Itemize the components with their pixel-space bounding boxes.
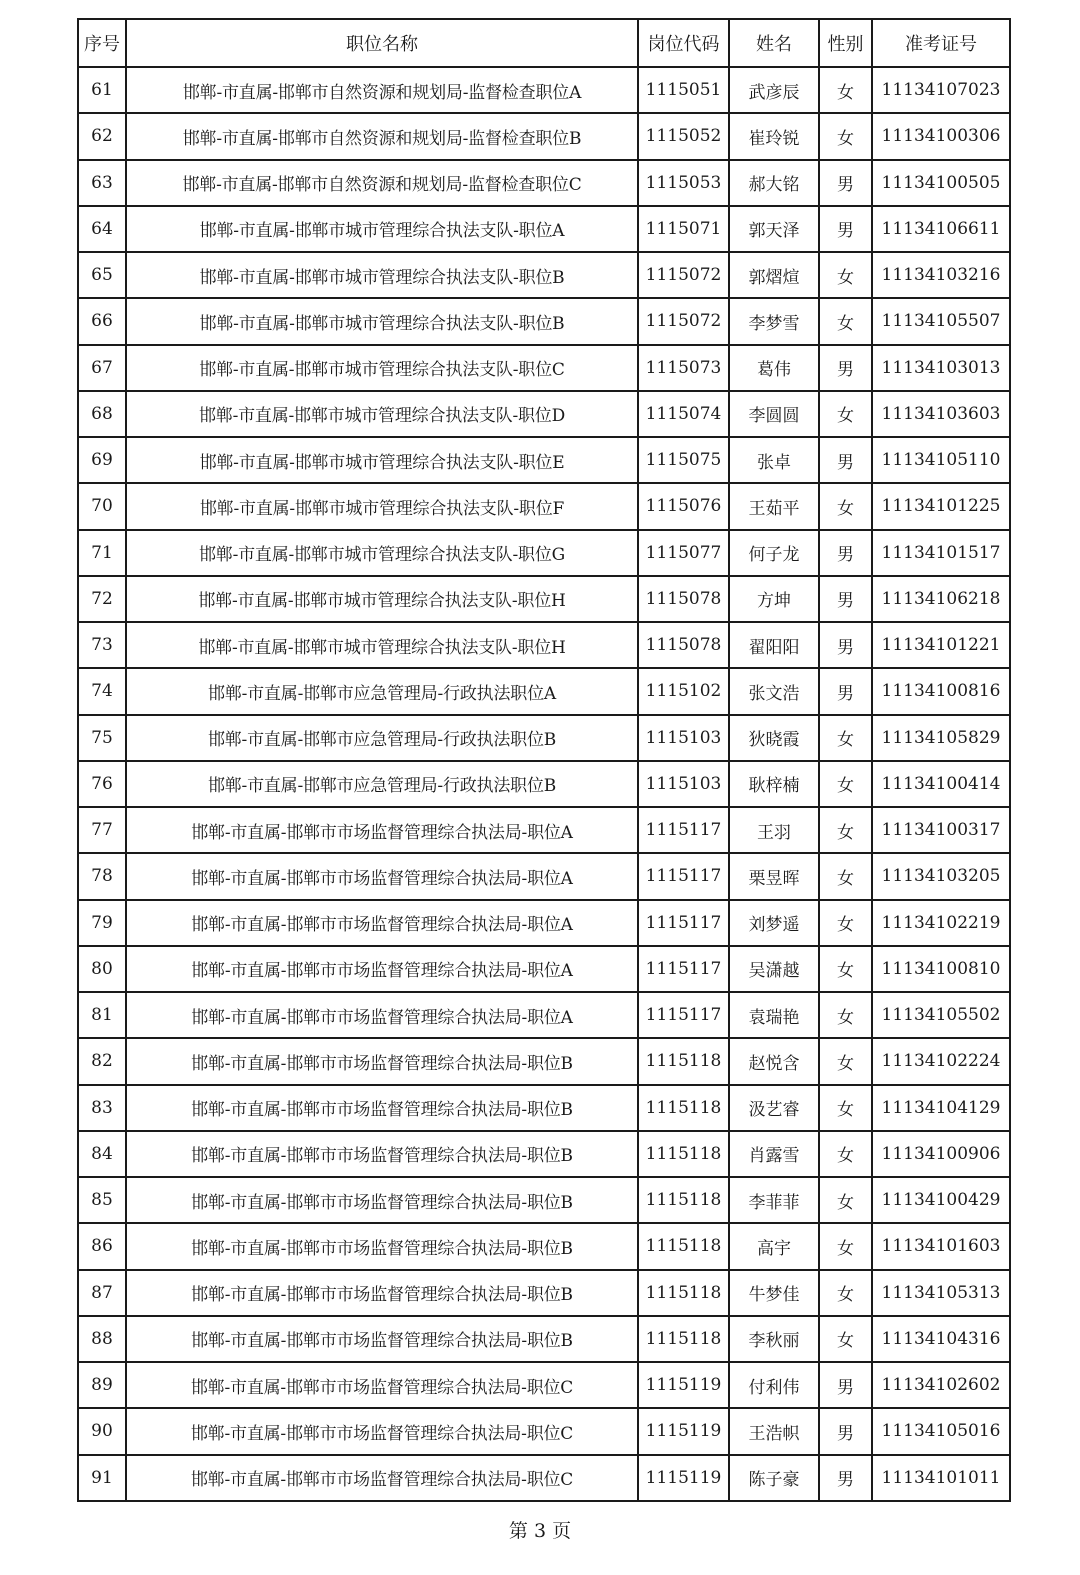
table-row	[78, 1177, 1010, 1223]
header-gender: 性别	[819, 19, 872, 67]
gender-cell: 男	[819, 622, 872, 668]
position-title-cell: 邯郸-市直属-邯郸市城市管理综合执法支队-职位B	[126, 252, 638, 298]
table-row	[78, 1085, 1010, 1131]
serial-number-cell: 72	[78, 576, 126, 622]
position-code-cell: 1115075	[638, 437, 729, 483]
position-title-cell: 邯郸-市直属-邯郸市城市管理综合执法支队-职位B	[126, 298, 638, 344]
name-cell: 郝大铭	[729, 160, 819, 206]
serial-number-cell: 85	[78, 1177, 126, 1223]
name-cell: 武彦辰	[729, 67, 819, 113]
admission-ticket-cell: 11134101225	[872, 483, 1010, 529]
admission-ticket-cell: 11134101603	[872, 1223, 1010, 1269]
position-code-cell: 1115117	[638, 853, 729, 899]
admission-ticket-cell: 11134101517	[872, 530, 1010, 576]
name-cell: 刘梦遥	[729, 900, 819, 946]
name-cell: 张文浩	[729, 668, 819, 714]
gender-cell: 女	[819, 67, 872, 113]
position-code-cell: 1115119	[638, 1408, 729, 1454]
serial-number-cell: 80	[78, 946, 126, 992]
gender-cell: 男	[819, 1408, 872, 1454]
name-cell: 王茹平	[729, 483, 819, 529]
position-code-cell: 1115118	[638, 1131, 729, 1177]
position-code-cell: 1115103	[638, 715, 729, 761]
gender-cell: 女	[819, 946, 872, 992]
serial-number-cell: 74	[78, 668, 126, 714]
gender-cell: 女	[819, 1177, 872, 1223]
position-code-cell: 1115117	[638, 946, 729, 992]
serial-number-cell: 69	[78, 437, 126, 483]
admission-ticket-cell: 11134103603	[872, 391, 1010, 437]
position-code-cell: 1115072	[638, 252, 729, 298]
name-cell: 崔玲锐	[729, 113, 819, 159]
position-code-cell: 1115073	[638, 345, 729, 391]
name-cell: 李梦雪	[729, 298, 819, 344]
gender-cell: 女	[819, 992, 872, 1038]
gender-cell: 男	[819, 206, 872, 252]
name-cell: 汲艺睿	[729, 1085, 819, 1131]
candidate-table	[77, 18, 1011, 1502]
position-title-cell: 邯郸-市直属-邯郸市市场监督管理综合执法局-职位C	[126, 1362, 638, 1408]
serial-number-cell: 65	[78, 252, 126, 298]
position-title-cell: 邯郸-市直属-邯郸市市场监督管理综合执法局-职位B	[126, 1131, 638, 1177]
position-title-cell: 邯郸-市直属-邯郸市城市管理综合执法支队-职位H	[126, 622, 638, 668]
admission-ticket-cell: 11134100317	[872, 807, 1010, 853]
position-title-cell: 邯郸-市直属-邯郸市应急管理局-行政执法职位A	[126, 668, 638, 714]
position-code-cell: 1115119	[638, 1362, 729, 1408]
position-code-cell: 1115117	[638, 900, 729, 946]
gender-cell: 女	[819, 1270, 872, 1316]
table-row	[78, 576, 1010, 622]
admission-ticket-cell: 11134101221	[872, 622, 1010, 668]
table-row	[78, 761, 1010, 807]
table-row	[78, 160, 1010, 206]
position-title-cell: 邯郸-市直属-邯郸市市场监督管理综合执法局-职位B	[126, 1085, 638, 1131]
position-title-cell: 邯郸-市直属-邯郸市市场监督管理综合执法局-职位A	[126, 900, 638, 946]
name-cell: 张卓	[729, 437, 819, 483]
header-position-code: 岗位代码	[638, 19, 729, 67]
position-title-cell: 邯郸-市直属-邯郸市市场监督管理综合执法局-职位C	[126, 1408, 638, 1454]
admission-ticket-cell: 11134100414	[872, 761, 1010, 807]
table-row	[78, 1316, 1010, 1362]
serial-number-cell: 64	[78, 206, 126, 252]
gender-cell: 女	[819, 1131, 872, 1177]
serial-number-cell: 62	[78, 113, 126, 159]
table-row	[78, 807, 1010, 853]
gender-cell: 女	[819, 1316, 872, 1362]
position-code-cell: 1115077	[638, 530, 729, 576]
admission-ticket-cell: 11134103205	[872, 853, 1010, 899]
name-cell: 李圆圆	[729, 391, 819, 437]
position-title-cell: 邯郸-市直属-邯郸市市场监督管理综合执法局-职位B	[126, 1177, 638, 1223]
name-cell: 赵悦含	[729, 1038, 819, 1084]
name-cell: 耿梓楠	[729, 761, 819, 807]
admission-ticket-cell: 11134103013	[872, 345, 1010, 391]
position-title-cell: 邯郸-市直属-邯郸市自然资源和规划局-监督检查职位B	[126, 113, 638, 159]
position-title-cell: 邯郸-市直属-邯郸市市场监督管理综合执法局-职位C	[126, 1455, 638, 1501]
admission-ticket-cell: 11134100816	[872, 668, 1010, 714]
position-title-cell: 邯郸-市直属-邯郸市市场监督管理综合执法局-职位B	[126, 1223, 638, 1269]
serial-number-cell: 89	[78, 1362, 126, 1408]
name-cell: 郭天泽	[729, 206, 819, 252]
position-code-cell: 1115102	[638, 668, 729, 714]
gender-cell: 女	[819, 1223, 872, 1269]
gender-cell: 女	[819, 900, 872, 946]
table-row	[78, 715, 1010, 761]
admission-ticket-cell: 11134106218	[872, 576, 1010, 622]
gender-cell: 男	[819, 160, 872, 206]
position-title-cell: 邯郸-市直属-邯郸市应急管理局-行政执法职位B	[126, 761, 638, 807]
serial-number-cell: 73	[78, 622, 126, 668]
table-row	[78, 483, 1010, 529]
position-code-cell: 1115072	[638, 298, 729, 344]
page-number: 第 3 页	[508, 1520, 572, 1542]
table-row	[78, 1223, 1010, 1269]
admission-ticket-cell: 11134100429	[872, 1177, 1010, 1223]
position-title-cell: 邯郸-市直属-邯郸市城市管理综合执法支队-职位A	[126, 206, 638, 252]
position-code-cell: 1115118	[638, 1316, 729, 1362]
name-cell: 郭熠煊	[729, 252, 819, 298]
name-cell: 高宇	[729, 1223, 819, 1269]
table-row	[78, 206, 1010, 252]
table-row	[78, 853, 1010, 899]
table-body	[78, 67, 1010, 1501]
name-cell: 何子龙	[729, 530, 819, 576]
position-code-cell: 1115074	[638, 391, 729, 437]
serial-number-cell: 70	[78, 483, 126, 529]
table-row	[78, 1455, 1010, 1501]
header-name: 姓名	[729, 19, 819, 67]
position-code-cell: 1115103	[638, 761, 729, 807]
position-title-cell: 邯郸-市直属-邯郸市市场监督管理综合执法局-职位A	[126, 807, 638, 853]
name-cell: 袁瑞艳	[729, 992, 819, 1038]
position-title-cell: 邯郸-市直属-邯郸市城市管理综合执法支队-职位D	[126, 391, 638, 437]
admission-ticket-cell: 11134105829	[872, 715, 1010, 761]
position-title-cell: 邯郸-市直属-邯郸市城市管理综合执法支队-职位H	[126, 576, 638, 622]
gender-cell: 女	[819, 298, 872, 344]
position-title-cell: 邯郸-市直属-邯郸市市场监督管理综合执法局-职位B	[126, 1270, 638, 1316]
position-title-cell: 邯郸-市直属-邯郸市市场监督管理综合执法局-职位A	[126, 992, 638, 1038]
position-code-cell: 1115117	[638, 807, 729, 853]
table-header-row	[78, 19, 1010, 67]
position-title-cell: 邯郸-市直属-邯郸市自然资源和规划局-监督检查职位A	[126, 67, 638, 113]
serial-number-cell: 87	[78, 1270, 126, 1316]
gender-cell: 男	[819, 1455, 872, 1501]
name-cell: 牛梦佳	[729, 1270, 819, 1316]
admission-ticket-cell: 11134104129	[872, 1085, 1010, 1131]
position-code-cell: 1115052	[638, 113, 729, 159]
gender-cell: 女	[819, 853, 872, 899]
position-code-cell: 1115076	[638, 483, 729, 529]
position-code-cell: 1115118	[638, 1038, 729, 1084]
gender-cell: 女	[819, 715, 872, 761]
gender-cell: 男	[819, 1362, 872, 1408]
admission-ticket-cell: 11134101011	[872, 1455, 1010, 1501]
position-code-cell: 1115118	[638, 1085, 729, 1131]
serial-number-cell: 77	[78, 807, 126, 853]
gender-cell: 女	[819, 761, 872, 807]
table-row	[78, 345, 1010, 391]
position-code-cell: 1115118	[638, 1270, 729, 1316]
admission-ticket-cell: 11134105502	[872, 992, 1010, 1038]
gender-cell: 男	[819, 668, 872, 714]
serial-number-cell: 82	[78, 1038, 126, 1084]
position-title-cell: 邯郸-市直属-邯郸市城市管理综合执法支队-职位E	[126, 437, 638, 483]
table-row	[78, 1362, 1010, 1408]
gender-cell: 女	[819, 483, 872, 529]
position-title-cell: 邯郸-市直属-邯郸市市场监督管理综合执法局-职位B	[126, 1038, 638, 1084]
name-cell: 吴潇越	[729, 946, 819, 992]
gender-cell: 女	[819, 252, 872, 298]
admission-ticket-cell: 11134105313	[872, 1270, 1010, 1316]
position-code-cell: 1115051	[638, 67, 729, 113]
serial-number-cell: 76	[78, 761, 126, 807]
name-cell: 陈子豪	[729, 1455, 819, 1501]
admission-ticket-cell: 11134105016	[872, 1408, 1010, 1454]
serial-number-cell: 90	[78, 1408, 126, 1454]
gender-cell: 男	[819, 530, 872, 576]
table-row	[78, 1408, 1010, 1454]
serial-number-cell: 63	[78, 160, 126, 206]
table-row	[78, 622, 1010, 668]
table-row	[78, 900, 1010, 946]
position-title-cell: 邯郸-市直属-邯郸市城市管理综合执法支队-职位C	[126, 345, 638, 391]
serial-number-cell: 78	[78, 853, 126, 899]
table-row	[78, 530, 1010, 576]
admission-ticket-cell: 11134102224	[872, 1038, 1010, 1084]
position-code-cell: 1115118	[638, 1177, 729, 1223]
table-row	[78, 668, 1010, 714]
table-row	[78, 113, 1010, 159]
gender-cell: 男	[819, 437, 872, 483]
position-title-cell: 邯郸-市直属-邯郸市应急管理局-行政执法职位B	[126, 715, 638, 761]
gender-cell: 女	[819, 1038, 872, 1084]
admission-ticket-cell: 11134102219	[872, 900, 1010, 946]
name-cell: 翟阳阳	[729, 622, 819, 668]
name-cell: 付利伟	[729, 1362, 819, 1408]
position-title-cell: 邯郸-市直属-邯郸市市场监督管理综合执法局-职位B	[126, 1316, 638, 1362]
header-admission-ticket: 准考证号	[872, 19, 1010, 67]
position-code-cell: 1115078	[638, 622, 729, 668]
serial-number-cell: 88	[78, 1316, 126, 1362]
position-code-cell: 1115118	[638, 1223, 729, 1269]
serial-number-cell: 71	[78, 530, 126, 576]
serial-number-cell: 84	[78, 1131, 126, 1177]
admission-ticket-cell: 11134104316	[872, 1316, 1010, 1362]
serial-number-cell: 66	[78, 298, 126, 344]
serial-number-cell: 81	[78, 992, 126, 1038]
table-row	[78, 946, 1010, 992]
table-row	[78, 992, 1010, 1038]
name-cell: 李秋丽	[729, 1316, 819, 1362]
position-title-cell: 邯郸-市直属-邯郸市自然资源和规划局-监督检查职位C	[126, 160, 638, 206]
admission-ticket-cell: 11134100810	[872, 946, 1010, 992]
table-row	[78, 298, 1010, 344]
admission-ticket-cell: 11134100505	[872, 160, 1010, 206]
table-row	[78, 67, 1010, 113]
position-title-cell: 邯郸-市直属-邯郸市城市管理综合执法支队-职位G	[126, 530, 638, 576]
admission-ticket-cell: 11134100906	[872, 1131, 1010, 1177]
admission-ticket-cell: 11134102602	[872, 1362, 1010, 1408]
position-code-cell: 1115071	[638, 206, 729, 252]
admission-ticket-cell: 11134105507	[872, 298, 1010, 344]
position-code-cell: 1115119	[638, 1455, 729, 1501]
position-title-cell: 邯郸-市直属-邯郸市市场监督管理综合执法局-职位A	[126, 853, 638, 899]
serial-number-cell: 61	[78, 67, 126, 113]
gender-cell: 女	[819, 807, 872, 853]
position-code-cell: 1115053	[638, 160, 729, 206]
table-row	[78, 1270, 1010, 1316]
position-title-cell: 邯郸-市直属-邯郸市城市管理综合执法支队-职位F	[126, 483, 638, 529]
gender-cell: 女	[819, 1085, 872, 1131]
admission-ticket-cell: 11134103216	[872, 252, 1010, 298]
position-title-cell: 邯郸-市直属-邯郸市市场监督管理综合执法局-职位A	[126, 946, 638, 992]
name-cell: 李菲菲	[729, 1177, 819, 1223]
table-row	[78, 252, 1010, 298]
serial-number-cell: 83	[78, 1085, 126, 1131]
name-cell: 狄晓霞	[729, 715, 819, 761]
serial-number-cell: 68	[78, 391, 126, 437]
gender-cell: 女	[819, 391, 872, 437]
gender-cell: 男	[819, 345, 872, 391]
position-code-cell: 1115117	[638, 992, 729, 1038]
table-row	[78, 437, 1010, 483]
name-cell: 栗昱晖	[729, 853, 819, 899]
header-serial-number: 序号	[78, 19, 126, 67]
serial-number-cell: 75	[78, 715, 126, 761]
name-cell: 王浩帜	[729, 1408, 819, 1454]
admission-ticket-cell: 11134105110	[872, 437, 1010, 483]
serial-number-cell: 67	[78, 345, 126, 391]
admission-ticket-cell: 11134100306	[872, 113, 1010, 159]
admission-ticket-cell: 11134107023	[872, 67, 1010, 113]
table-row	[78, 1131, 1010, 1177]
header-position-title: 职位名称	[126, 19, 638, 67]
table-row	[78, 1038, 1010, 1084]
name-cell: 方坤	[729, 576, 819, 622]
name-cell: 葛伟	[729, 345, 819, 391]
serial-number-cell: 86	[78, 1223, 126, 1269]
name-cell: 肖露雪	[729, 1131, 819, 1177]
table-row	[78, 391, 1010, 437]
serial-number-cell: 79	[78, 900, 126, 946]
gender-cell: 男	[819, 576, 872, 622]
name-cell: 王羽	[729, 807, 819, 853]
serial-number-cell: 91	[78, 1455, 126, 1501]
gender-cell: 女	[819, 113, 872, 159]
admission-ticket-cell: 11134106611	[872, 206, 1010, 252]
position-code-cell: 1115078	[638, 576, 729, 622]
